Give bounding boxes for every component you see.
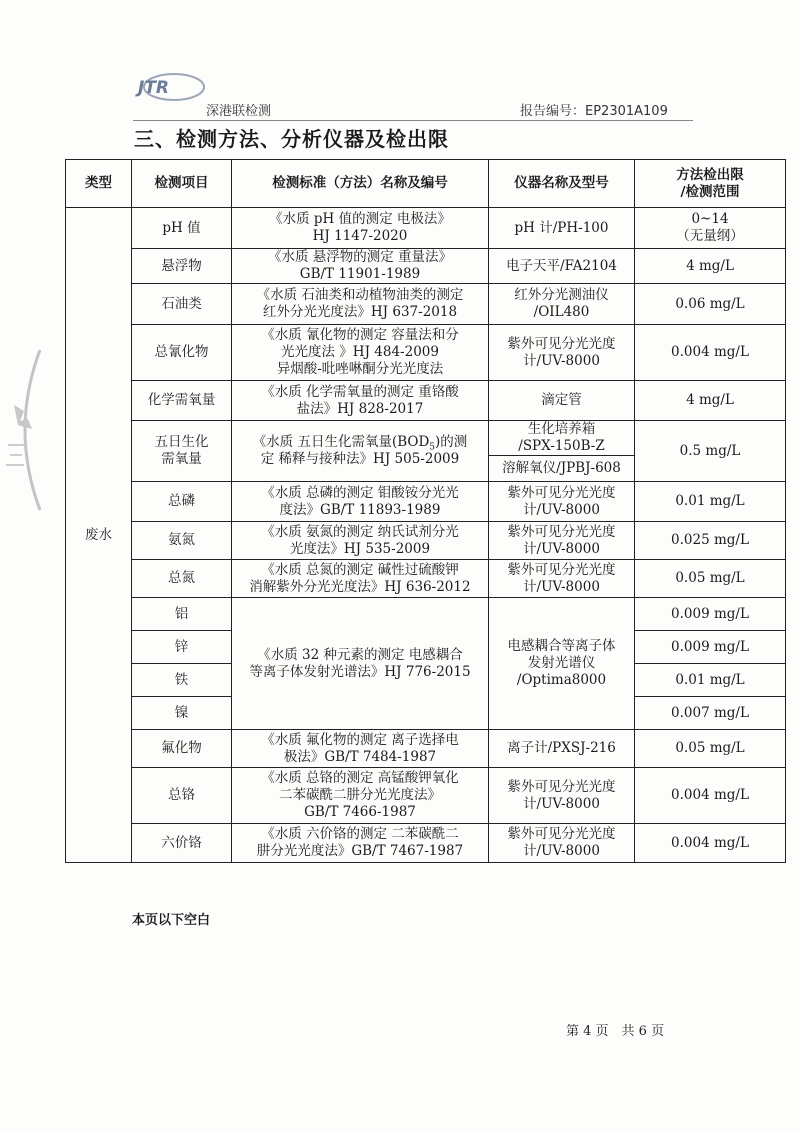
item-cell: 悬浮物 [132,249,232,284]
limit-cell: 0.05 mg/L [635,560,786,598]
item-cell: pH 值 [132,208,232,249]
instrument-cell: 离子计/PXSJ-216 [489,730,635,768]
table-row [66,522,786,560]
table-row [66,560,786,598]
standard-cell: 《水质 总磷的测定 钼酸铵分光光 度法》GB/T 11893-1989 [232,482,489,522]
item-cell: 锌 [132,631,232,664]
standard-cell: 《水质 石油类和动植物油类的测定 红外分光光度法》HJ 637-2018 [232,284,489,325]
table-row [66,208,786,249]
limit-cell: 4 mg/L [635,249,786,284]
item-cell: 总铬 [132,768,232,824]
limit-cell: 4 mg/L [635,381,786,421]
table-row [66,730,786,768]
limit-cell: 0.05 mg/L [635,730,786,768]
standard-cell: 《水质 氟化物的测定 离子选择电 极法》GB/T 7484-1987 [232,730,489,768]
standard-cell: 《水质 总氮的测定 碱性过硫酸钾 消解紫外分光光度法》HJ 636-2012 [232,560,489,598]
limit-cell: 0.004 mg/L [635,325,786,381]
table-row [66,482,786,522]
limit-cell: 0.025 mg/L [635,522,786,560]
table-row [66,768,786,824]
instrument-cell: pH 计/PH-100 [489,208,635,249]
page-number: 第 4 页 共 6 页 [566,1024,665,1039]
company-name: 深港联检测 [206,104,272,119]
item-cell: 镍 [132,697,232,730]
limit-cell: 0.007 mg/L [635,697,786,730]
instrument-cell: 紫外可见分光光度 计/UV-8000 [489,824,635,863]
instrument-cell: 紫外可见分光光度 计/UV-8000 [489,768,635,824]
methods-table [65,159,786,863]
section-title: 三、检测方法、分析仪器及检出限 [134,127,449,151]
table-row [66,421,786,456]
category-cell-wastewater: 废水 [66,208,132,863]
item-cell: 总氰化物 [132,325,232,381]
standard-cell: 《水质 32 种元素的测定 电感耦合 等离子体发射光谱法》HJ 776-2015 [232,598,489,730]
instrument-cell: 溶解氧仪/JPBJ-608 [489,456,635,482]
svg-text:JTR: JTR [138,78,170,98]
limit-cell: 0.5 mg/L [635,421,786,482]
col-header-instrument: 仪器名称及型号 [489,160,635,208]
item-cell: 铝 [132,598,232,631]
item-cell: 氨氮 [132,522,232,560]
col-header-item: 检测项目 [132,160,232,208]
table-row [66,381,786,421]
limit-cell: 0.004 mg/L [635,824,786,863]
instrument-cell: 滴定管 [489,381,635,421]
standard-cell: 《水质 氨氮的测定 纳氏试剂分光 光度法》HJ 535-2009 [232,522,489,560]
blank-note: 本页以下空白 [132,913,211,928]
standard-cell: 《水质 悬浮物的测定 重量法》 GB/T 11901-1989 [232,249,489,284]
seal-stamp-icon [0,345,52,515]
limit-cell: 0.01 mg/L [635,664,786,697]
limit-cell: 0.009 mg/L [635,631,786,664]
table-row [66,284,786,325]
col-header-standard: 检测标准（方法）名称及编号 [232,160,489,208]
limit-cell: 0.004 mg/L [635,768,786,824]
table-row [66,249,786,284]
table-header-row [66,160,786,208]
item-cell: 总氮 [132,560,232,598]
standard-cell: 《水质 六价铬的测定 二苯碳酰二 肼分光光度法》GB/T 7467-1987 [232,824,489,863]
standard-cell: 《水质 化学需氧量的测定 重铬酸 盐法》HJ 828-2017 [232,381,489,421]
instrument-cell: 紫外可见分光光度 计/UV-8000 [489,522,635,560]
limit-cell: 0.06 mg/L [635,284,786,325]
instrument-cell: 紫外可见分光光度 计/UV-8000 [489,560,635,598]
item-cell: 氟化物 [132,730,232,768]
col-header-limit: 方法检出限 /检测范围 [635,160,786,208]
col-header-type: 类型 [66,160,132,208]
standard-cell: 《水质 氰化物的测定 容量法和分 光光度法 》HJ 484-2009 异烟酸-吡唑啉酮分光光度法 [232,325,489,381]
limit-cell: 0.01 mg/L [635,482,786,522]
standard-cell: 《水质 总铬的测定 高锰酸钾氧化 二苯碳酰二肼分光光度法》 GB/T 7466-1987 [232,768,489,824]
header-divider [133,120,693,121]
instrument-cell: 红外分光测油仪 /OIL480 [489,284,635,325]
table-row [66,598,786,631]
limit-cell: 0~14 （无量纲） [635,208,786,249]
instrument-cell: 紫外可见分光光度 计/UV-8000 [489,482,635,522]
item-cell: 铁 [132,664,232,697]
item-cell: 总磷 [132,482,232,522]
item-cell: 化学需氧量 [132,381,232,421]
standard-cell: 《水质 pH 值的测定 电极法》 HJ 1147-2020 [232,208,489,249]
instrument-cell: 生化培养箱 /SPX-150B-Z [489,421,635,456]
standard-cell: 《水质 五日生化需氧量$(BOD_5)$的测 定 稀释与接种法》HJ 505-2009 [232,421,489,482]
company-logo [134,68,206,104]
report-number: 报告编号：EP2301A109 [520,104,668,119]
instrument-cell: 电子天平/FA2104 [489,249,635,284]
item-cell: 石油类 [132,284,232,325]
instrument-cell: 紫外可见分光光度 计/UV-8000 [489,325,635,381]
item-cell: 五日生化 需氧量 [132,421,232,482]
instrument-cell: 电感耦合等离子体 发射光谱仪 /Optima8000 [489,598,635,730]
limit-cell: 0.009 mg/L [635,598,786,631]
jtr-logo-icon [134,68,206,104]
table-row [66,824,786,863]
item-cell: 六价铬 [132,824,232,863]
table-row [66,325,786,381]
